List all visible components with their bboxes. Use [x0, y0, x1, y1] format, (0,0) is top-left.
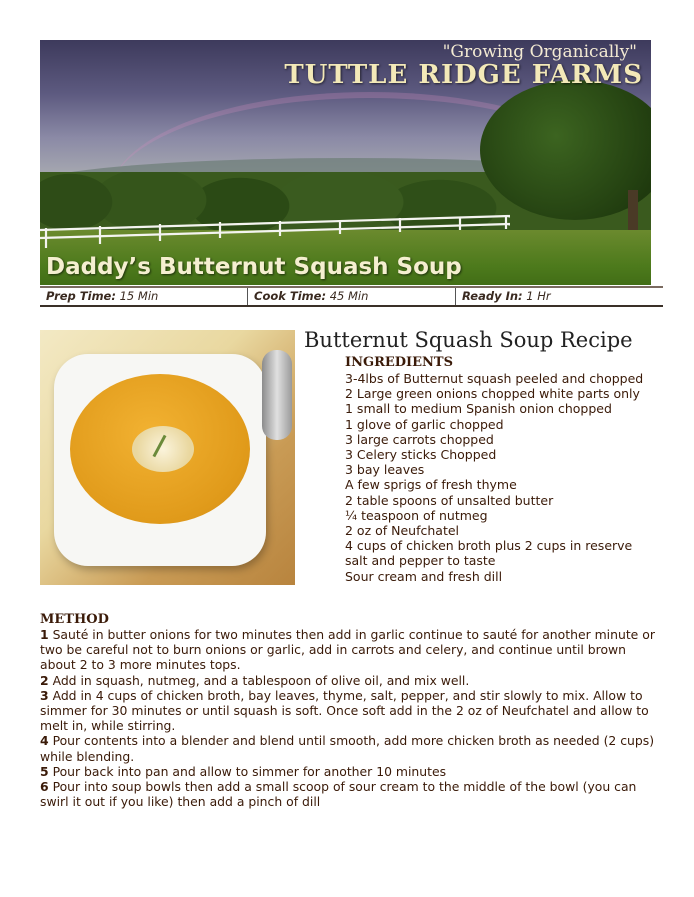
ingredient-item: 3 bay leaves	[345, 462, 425, 478]
prep-time	[40, 288, 248, 305]
step-number: 6	[40, 779, 49, 795]
prep-time-value: 15 Min	[119, 289, 159, 303]
method-step	[40, 764, 658, 779]
sour-cream-image	[132, 426, 194, 472]
farm-banner	[40, 40, 651, 285]
step-text: Pour into soup bowls then add a small scoop of sour cream to the middle of the bowl (you can swirl it out if you like) then add a pinch of dill	[40, 779, 637, 810]
spoon-image	[262, 350, 292, 440]
recipe-heading: Butternut Squash Soup Recipe	[304, 328, 633, 352]
cook-time-label: Cook Time:	[254, 289, 327, 303]
method-step	[40, 627, 658, 673]
step-number: 5	[40, 763, 49, 779]
recipe-title: Daddy’s Butternut Squash Soup	[46, 254, 462, 280]
ingredients-list	[345, 371, 643, 584]
ingredient-item: 2 Large green onions chopped white parts only	[345, 386, 640, 402]
ingredient-item: Sour cream and fresh dill	[345, 568, 503, 584]
ready-in-label: Ready In:	[462, 289, 523, 303]
ingredient-item: salt and pepper to taste	[345, 553, 496, 569]
soup-photo	[40, 330, 295, 585]
ready-in-value: 1 Hr	[526, 289, 551, 303]
method-title: METHOD	[40, 612, 109, 627]
method-step	[40, 779, 658, 809]
step-text: Sauté in butter onions for two minutes then add in garlic continue to sauté for another minute or two be careful not to burn onions or garlic, add in carrots and celery, and continue until brown about 2 to 3 more minutes tops.	[40, 627, 655, 673]
ingredient-item: 2 table spoons of unsalted butter	[345, 492, 554, 508]
ingredient-item: 3 large carrots chopped	[345, 431, 494, 447]
ingredient-item: ¼ teaspoon of nutmeg	[345, 507, 488, 523]
fence-decoration	[40, 214, 510, 248]
ready-in	[456, 288, 663, 305]
ingredient-item: 1 glove of garlic chopped	[345, 416, 504, 432]
cook-time	[248, 288, 456, 305]
farm-name: TUTTLE RIDGE FARMS	[284, 60, 643, 90]
step-number: 1	[40, 627, 49, 642]
ingredients-title: INGREDIENTS	[345, 355, 453, 370]
step-text: Pour back into pan and allow to simmer for another 10 minutes	[48, 763, 447, 779]
step-text: Add in squash, nutmeg, and a tablespoon of olive oil, and mix well.	[48, 672, 470, 688]
prep-time-label: Prep Time:	[46, 289, 116, 303]
step-text: Pour contents into a blender and blend until smooth, add more chicken broth as needed (2 cups) while blending.	[40, 733, 655, 764]
step-text: Add in 4 cups of chicken broth, bay leaves, thyme, salt, pepper, and stir slowly to mix. Allow to simmer for 30 minutes or until squash is soft. Once soft add in the 2 oz of Neufchatel and allow to melt in, while stirring.	[40, 687, 649, 734]
time-bar	[40, 286, 663, 307]
method-step	[40, 733, 658, 763]
ingredient-item: A few sprigs of fresh thyme	[345, 477, 517, 493]
farm-tagline: "Growing Organically"	[442, 42, 637, 62]
ingredient-item: 3 Celery sticks Chopped	[345, 447, 497, 463]
method-step	[40, 688, 658, 734]
ingredient-item: 3-4lbs of Butternut squash peeled and chopped	[345, 371, 644, 386]
ingredient-item: 2 oz of Neufchatel	[345, 523, 460, 539]
step-number: 2	[40, 672, 49, 688]
step-number: 3	[40, 687, 49, 703]
method-step	[40, 673, 658, 688]
method-steps	[40, 627, 658, 809]
ingredient-item: 4 cups of chicken broth plus 2 cups in reserve	[345, 538, 633, 554]
ingredient-item: 1 small to medium Spanish onion chopped	[345, 401, 612, 417]
cook-time-value: 45 Min	[329, 289, 369, 303]
step-number: 4	[40, 733, 49, 749]
